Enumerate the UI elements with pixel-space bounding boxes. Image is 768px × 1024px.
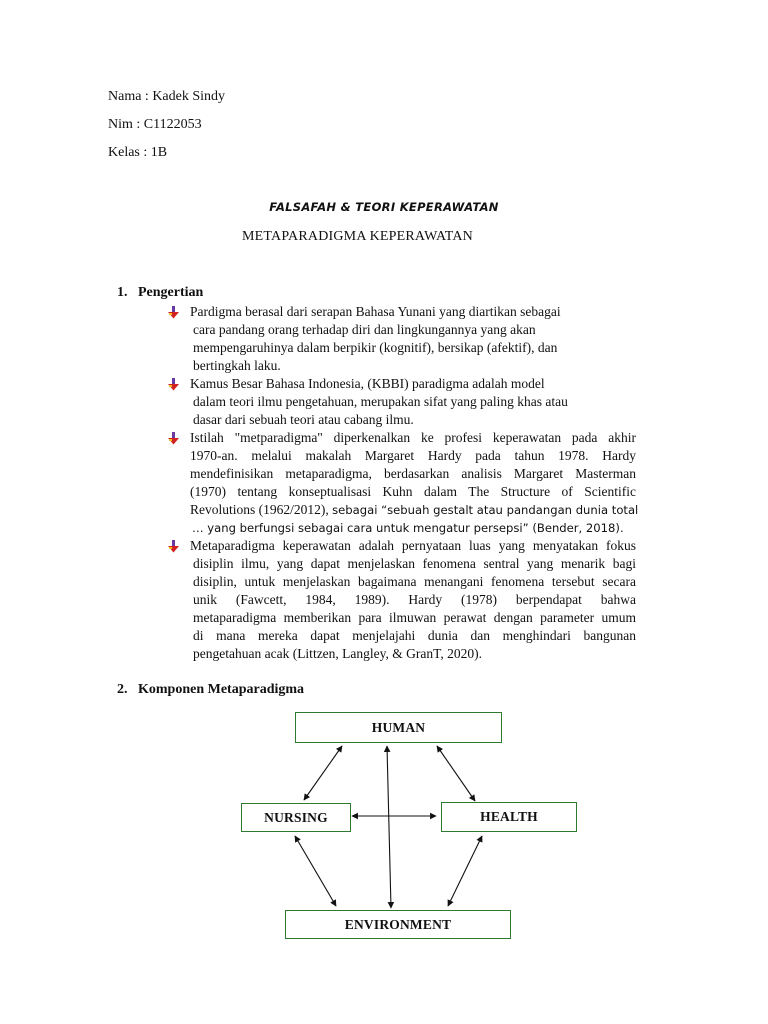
text-line: pengetahuan acak (Littzen, Langley, & GranT, 2020). (193, 646, 483, 661)
text-line: Kamus Besar Bahasa Indonesia, (KBBI) paradigma adalah model (190, 376, 545, 391)
section-heading-komponen: 2. Komponen Metaparadigma (117, 682, 305, 697)
node-nursing: NURSING (241, 803, 351, 832)
text-line: Pardigma berasal dari serapan Bahasa Yunani yang diartikan sebagai (190, 304, 561, 319)
text-line: bertingkah laku. (193, 358, 281, 373)
student-name: Nama : Kadek Sindy (108, 89, 226, 104)
text-segment: sebagai “sebuah gestalt atau pandangan dunia total (332, 503, 639, 517)
text-line: Istilah "metparadigma" diperkenalkan ke profesi keperawatan pada akhir (190, 430, 636, 445)
student-nim: Nim : C1122053 (108, 117, 202, 132)
arrow-nursing-environment (295, 836, 336, 906)
topic-title: METAPARADIGMA KEPERAWATAN (242, 229, 473, 244)
arrow-human-environment (387, 746, 391, 908)
text-line: 1970-an. melalui makalah Margaret Hardy pada tahun 1978. Hardy (190, 448, 636, 463)
student-class: Kelas : 1B (108, 145, 168, 160)
text-segment: Revolutions (1962/2012), (190, 502, 329, 517)
text-line: di mana mereka dapat menjelajahi dunia dan menghindari bangunan (193, 628, 636, 643)
text-line: (1970) tentang konseptualisasi Kuhn dalam The Structure of Scientific (190, 484, 636, 499)
text-line: … yang berfungsi sebagai cara untuk mengatur persepsi” (Bender, 2018). (192, 521, 624, 535)
text-line: mempengaruhinya dalam berpikir (kognitif), bersikap (afektif), dan (193, 340, 558, 355)
text-line: dasar dari sebuah teori atau cabang ilmu. (193, 412, 414, 427)
text-line: metaparadigma memberikan para ilmuwan perawat dengan parameter umum (193, 610, 636, 625)
text-line: disiplin, untuk menjelaskan bagaimana menangani fenomena tersebut secara (193, 574, 636, 589)
text-line: mendefinisikan metaparadigma, berdasarkan analisis Margaret Masterman (190, 466, 636, 481)
text-line: cara pandang orang terhadap diri dan lingkungannya yang akan (193, 322, 536, 337)
arrow-human-health (437, 746, 475, 801)
text-line: dalam teori ilmu pengetahuan, merupakan sifat yang paling khas atau (193, 394, 568, 409)
text-line: unik (Fawcett, 1984, 1989). Hardy (1978) berpendapat bahwa (193, 592, 636, 607)
arrow-human-nursing (304, 746, 342, 800)
text-line: Metaparadigma keperawatan adalah pernyataan luas yang menyatakan fokus (190, 538, 636, 553)
node-health: HEALTH (441, 802, 577, 832)
arrow-health-environment (448, 836, 482, 906)
section-heading-pengertian: 1. Pengertian (117, 285, 204, 300)
text-line: disiplin ilmu, yang dapat menjelaskan fenomena sentral yang menarik bagi (193, 556, 636, 571)
node-human: HUMAN (295, 712, 502, 743)
course-title: FALSAFAH & TEORI KEPERAWATAN (269, 200, 499, 214)
node-environment: ENVIRONMENT (285, 910, 511, 939)
